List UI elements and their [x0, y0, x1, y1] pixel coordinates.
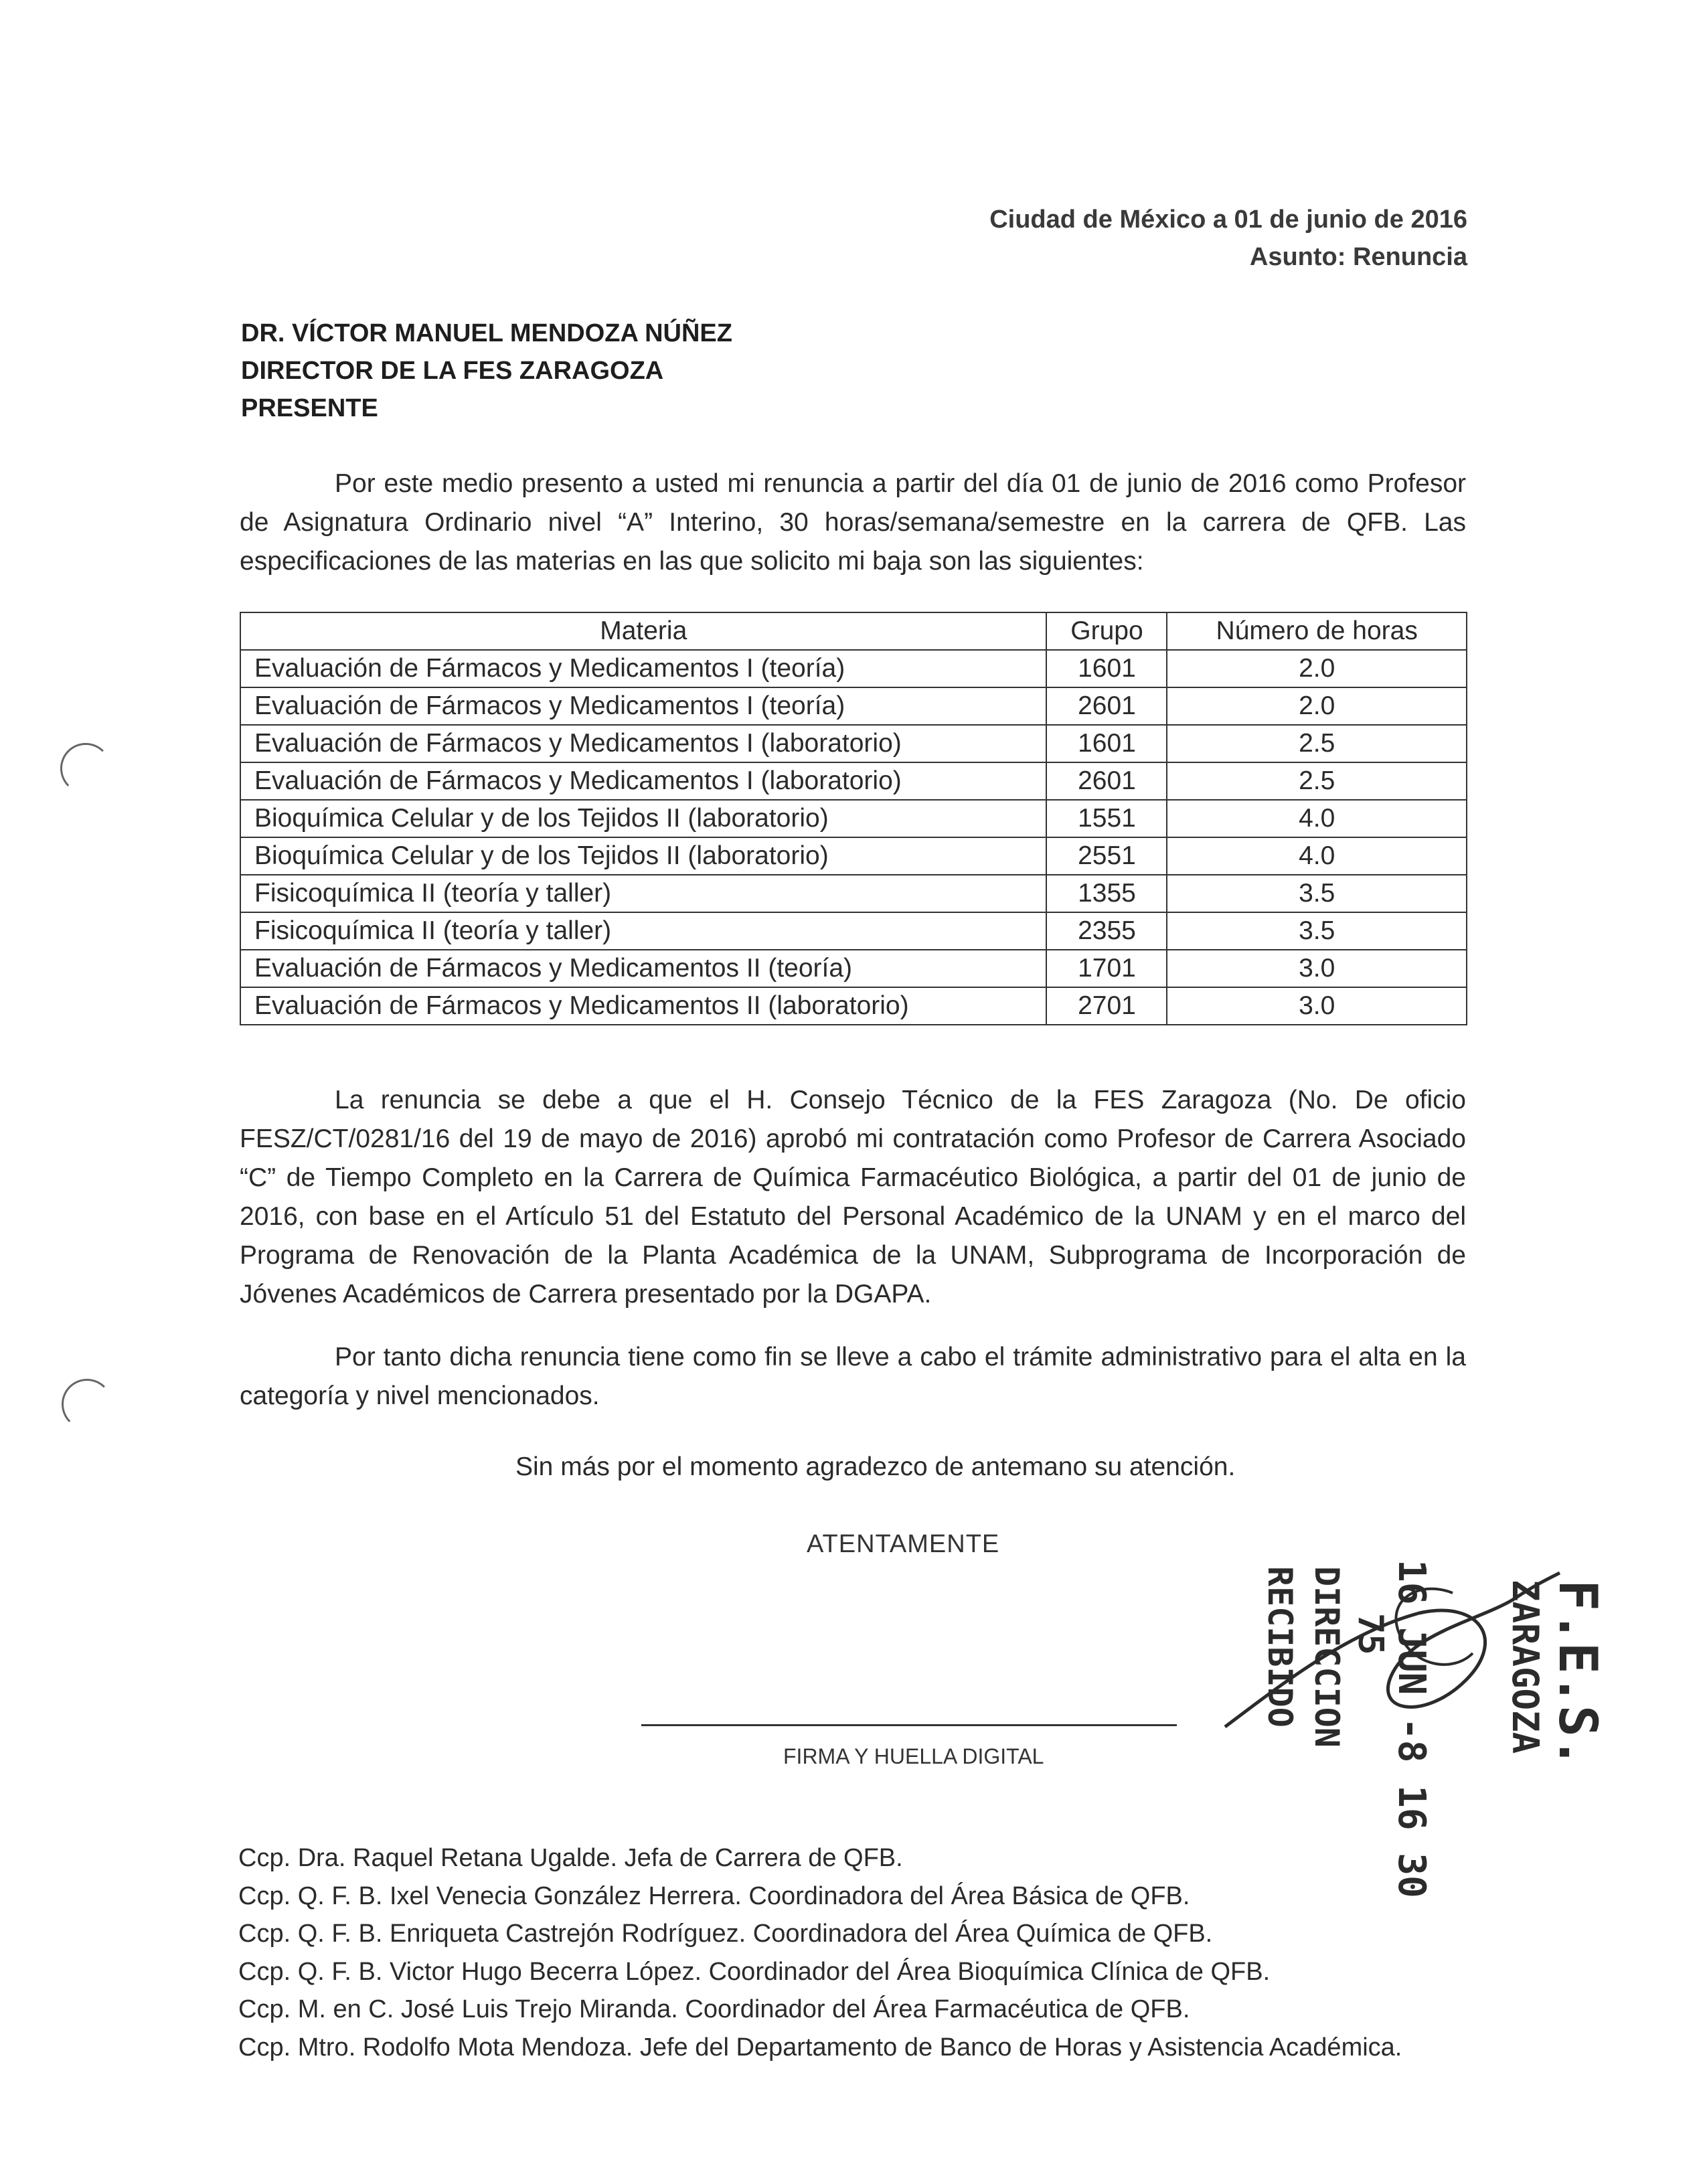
cell-hours: 2.5	[1167, 725, 1467, 762]
subjects-table	[240, 612, 1467, 1025]
table-row	[240, 950, 1467, 987]
cc-item: Ccp. M. en C. José Luis Trejo Miranda. Coordinador del Área Farmacéutica de QFB.	[238, 1995, 1190, 2023]
stamp-line-direccion: DIRECCION	[1307, 1566, 1346, 1748]
cell-hours: 2.0	[1167, 687, 1467, 725]
table-row	[240, 650, 1467, 687]
table-row	[240, 762, 1467, 800]
signature-caption: FIRMA Y HUELLA DIGITAL	[783, 1744, 1044, 1768]
cell-group: 2601	[1046, 687, 1167, 725]
cell-hours: 2.0	[1167, 650, 1467, 687]
regards-label: ATENTAMENTE	[807, 1530, 1000, 1558]
cell-hours: 4.0	[1167, 800, 1467, 837]
recipient-block	[241, 315, 732, 427]
subject-line: Asunto: Renuncia	[1249, 243, 1467, 271]
cell-group: 2551	[1046, 837, 1167, 875]
cell-subject: Evaluación de Fármacos y Medicamentos II (teoría)	[240, 950, 1046, 987]
cell-group: 2601	[1046, 762, 1167, 800]
table-row	[240, 912, 1467, 950]
cell-subject: Evaluación de Fármacos y Medicamentos I (laboratorio)	[240, 725, 1046, 762]
paragraph-reason	[240, 1081, 1466, 1314]
cell-subject: Evaluación de Fármacos y Medicamentos II (laboratorio)	[240, 987, 1046, 1025]
received-stamp	[1198, 1539, 1607, 1898]
cc-item: Ccp. Dra. Raquel Retana Ugalde. Jefa de Carrera de QFB.	[238, 1844, 903, 1872]
cell-subject: Fisicoquímica II (teoría y taller)	[240, 912, 1046, 950]
cell-subject: Fisicoquímica II (teoría y taller)	[240, 875, 1046, 912]
cell-subject: Evaluación de Fármacos y Medicamentos I (teoría)	[240, 650, 1046, 687]
cell-group: 1601	[1046, 650, 1167, 687]
stamp-date: 16 JUN -8 16 30	[1390, 1560, 1433, 1898]
header-subject: Materia	[240, 612, 1046, 650]
paragraph-intro-text: Por este medio presento a usted mi renuncia a partir del día 01 de junio de 2016 como Profesor de Asignatura Ordinario nivel “A” Interino, 30 horas/semana/semestre en la carrera de QFB. Las especificaciones de las materias en las que solicito mi baja son las siguientes:	[240, 469, 1466, 576]
paragraph-purpose-text: Por tanto dicha renuncia tiene como fin se lleve a cabo el trámite administrativo para el alta en la categoría y nivel mencionados.	[240, 1343, 1466, 1410]
cell-subject: Bioquímica Celular y de los Tejidos II (laboratorio)	[240, 837, 1046, 875]
paragraph-reason-text: La renuncia se debe a que el H. Consejo Técnico de la FES Zaragoza (No. De oficio FESZ/CT/0281/16 del 19 de mayo de 2016) aprobó mi contratación como Profesor de Carrera Asociado “C” de Tiempo Completo en la Carrera de Química Farmacéutico Biológica, a partir del 01 de junio de 2016, con base en el Artículo 51 del Estatuto del Personal Académico de la UNAM y en el marco del Programa de Renovación de la Planta Académica de la UNAM, Subprograma de Incorporación de Jóvenes Académicos de Carrera presentado por la DGAPA.	[240, 1086, 1466, 1309]
cell-subject: Evaluación de Fármacos y Medicamentos I (laboratorio)	[240, 762, 1046, 800]
closing-line: Sin más por el momento agradezco de antemano su atención.	[515, 1452, 1236, 1481]
cell-hours: 2.5	[1167, 762, 1467, 800]
header-hours: Número de horas	[1167, 612, 1467, 650]
paragraph-purpose	[240, 1338, 1466, 1416]
cell-group: 2355	[1046, 912, 1167, 950]
cc-item: Ccp. Q. F. B. Victor Hugo Becerra López. Coordinador del Área Bioquímica Clínica de QFB.	[238, 1957, 1271, 1986]
punch-hole-mark	[62, 1379, 112, 1430]
punch-hole-mark	[60, 743, 111, 794]
table-row	[240, 875, 1467, 912]
cell-group: 1355	[1046, 875, 1167, 912]
signature-line	[641, 1724, 1177, 1726]
stamp-line-fes: F.E.S.	[1547, 1580, 1607, 1768]
stamp-line-zaragoza: ZARAGOZA	[1504, 1580, 1546, 1754]
letter-header	[989, 201, 1467, 276]
cell-hours: 3.5	[1167, 875, 1467, 912]
cc-list	[238, 1839, 1467, 2066]
place-date: Ciudad de México a 01 de junio de 2016	[989, 205, 1467, 234]
cell-group: 1551	[1046, 800, 1167, 837]
stamp-line-recibido: RECIBIDO	[1261, 1566, 1299, 1728]
table-row	[240, 687, 1467, 725]
paragraph-intro	[240, 465, 1466, 581]
table-row	[240, 837, 1467, 875]
cell-hours: 4.0	[1167, 837, 1467, 875]
cell-group: 2701	[1046, 987, 1167, 1025]
recipient-position: DIRECTOR DE LA FES ZARAGOZA	[241, 357, 664, 385]
recipient-greeting: PRESENTE	[241, 394, 378, 422]
cell-subject: Bioquímica Celular y de los Tejidos II (laboratorio)	[240, 800, 1046, 837]
cc-item: Ccp. Mtro. Rodolfo Mota Mendoza. Jefe del Departamento de Banco de Horas y Asistencia Académica.	[238, 2033, 1402, 2062]
cell-hours: 3.0	[1167, 950, 1467, 987]
stamp-number: 75	[1350, 1613, 1390, 1655]
header-group: Grupo	[1046, 612, 1167, 650]
cell-hours: 3.0	[1167, 987, 1467, 1025]
table-row	[240, 725, 1467, 762]
cell-group: 1701	[1046, 950, 1167, 987]
recipient-name: DR. VÍCTOR MANUEL MENDOZA NÚÑEZ	[241, 319, 732, 347]
cc-item: Ccp. Q. F. B. Ixel Venecia González Herrera. Coordinadora del Área Básica de QFB.	[238, 1881, 1190, 1910]
table-row	[240, 800, 1467, 837]
cell-hours: 3.5	[1167, 912, 1467, 950]
table-header-row	[240, 612, 1467, 650]
cell-group: 1601	[1046, 725, 1167, 762]
table-row	[240, 987, 1467, 1025]
cell-subject: Evaluación de Fármacos y Medicamentos I (teoría)	[240, 687, 1046, 725]
cc-item: Ccp. Q. F. B. Enriqueta Castrejón Rodríguez. Coordinadora del Área Química de QFB.	[238, 1920, 1213, 1948]
